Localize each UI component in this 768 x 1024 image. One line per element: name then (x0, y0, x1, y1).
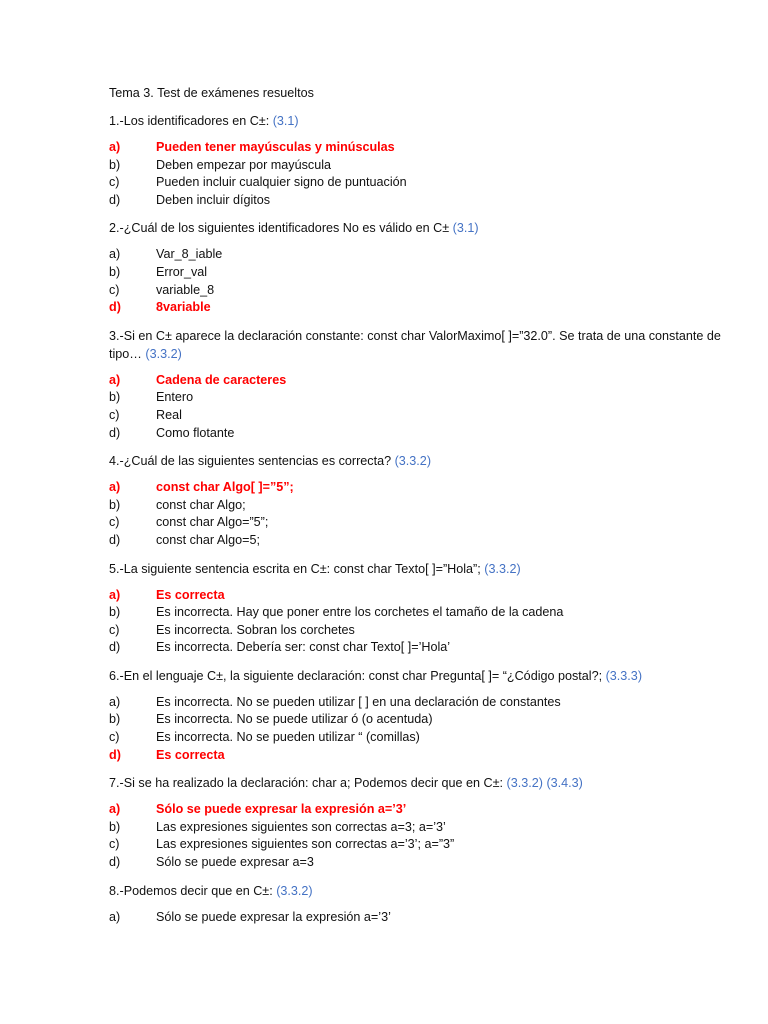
option-text: Sólo se puede expresar a=3 (156, 855, 314, 870)
question-statement: 8.-Podemos decir que en C±: (109, 883, 273, 898)
section-reference: (3.1) (452, 221, 479, 236)
answer-options (109, 587, 729, 657)
correct-answer-option (109, 801, 729, 819)
option-letter: a) (109, 909, 121, 924)
option-text: Las expresiones siguientes son correctas a=’3’; a=”3” (156, 837, 455, 852)
option-text: Es correcta (156, 747, 225, 762)
document-page (109, 84, 729, 936)
section-reference: (3.3.3) (605, 668, 643, 683)
option-letter: d) (109, 425, 121, 440)
question-3 (109, 327, 729, 442)
option-letter: a) (109, 694, 121, 709)
section-reference: (3.3.2) (3.4.3) (506, 776, 583, 791)
option-text: Es incorrecta. No se pueden utilizar [ ] en una declaración de constantes (156, 694, 561, 709)
option-text: Real (156, 407, 182, 422)
option-letter: b) (109, 390, 121, 405)
option-letter: c) (109, 175, 120, 190)
option-text: Deben empezar por mayúscula (156, 157, 332, 172)
answer-option (109, 854, 729, 872)
question-7 (109, 774, 729, 871)
question-4 (109, 452, 729, 549)
option-letter: a) (109, 587, 121, 602)
question-text (109, 327, 729, 363)
question-text (109, 112, 729, 130)
answer-option (109, 497, 729, 515)
answer-option (109, 909, 729, 927)
option-text: const char Algo=5; (156, 532, 260, 547)
correct-answer-option (109, 479, 729, 497)
option-letter: d) (109, 532, 121, 547)
option-letter: d) (109, 747, 121, 762)
question-text (109, 219, 729, 237)
option-letter: c) (109, 282, 120, 297)
section-reference: (3.1) (272, 114, 299, 128)
option-text: 8variable (156, 300, 211, 315)
answer-options (109, 909, 729, 927)
option-text: Es incorrecta. No se puede utilizar ó (o acentuda) (156, 712, 433, 727)
answer-option (109, 282, 729, 300)
answer-option (109, 407, 729, 425)
question-text (109, 452, 729, 470)
option-letter: c) (109, 837, 120, 852)
option-text: const char Algo; (156, 497, 246, 512)
option-text: variable_8 (156, 282, 215, 297)
option-text: Las expresiones siguientes son correctas a=3; a=’3’ (156, 819, 446, 834)
question-text (109, 774, 729, 792)
correct-answer-option (109, 299, 729, 317)
question-5 (109, 560, 729, 657)
option-letter: a) (109, 480, 121, 495)
answer-options (109, 801, 729, 871)
option-letter: d) (109, 300, 121, 315)
answer-options (109, 479, 729, 549)
option-text: Es correcta (156, 587, 225, 602)
question-6 (109, 667, 729, 764)
question-statement: 4.-¿Cuál de las siguientes sentencias es correcta? (109, 454, 392, 469)
option-letter: b) (109, 819, 121, 834)
answer-option (109, 819, 729, 837)
option-letter: a) (109, 140, 121, 154)
option-text: Sólo se puede expresar la expresión a=’3’ (156, 909, 391, 924)
question-statement: 2.-¿Cuál de los siguientes identificadores No es válido en C± (109, 221, 450, 236)
option-letter: d) (109, 855, 121, 870)
answer-options (109, 246, 729, 316)
answer-option (109, 639, 729, 657)
answer-options (109, 694, 729, 764)
option-text: Como flotante (156, 425, 235, 440)
question-text (109, 882, 729, 900)
answer-option (109, 246, 729, 264)
option-text: Cadena de caracteres (156, 372, 287, 387)
option-letter: c) (109, 622, 120, 637)
option-text: Es incorrecta. Debería ser: const char Texto[ ]=’Hola’ (156, 640, 451, 655)
option-text: const char Algo[ ]=”5”; (156, 480, 294, 495)
option-text: Var_8_iable (156, 247, 223, 262)
section-reference: (3.3.2) (394, 454, 432, 469)
option-letter: b) (109, 264, 121, 279)
option-text: Pueden incluir cualquier signo de puntuación (156, 175, 407, 190)
question-statement: 5.-La siguiente sentencia escrita en C±: const char Texto[ ]=”Hola”; (109, 561, 481, 576)
option-letter: a) (109, 802, 121, 817)
answer-option (109, 425, 729, 443)
answer-option (109, 264, 729, 282)
option-letter: b) (109, 712, 121, 727)
correct-answer-option (109, 139, 729, 157)
correct-answer-option (109, 372, 729, 390)
option-text: Sólo se puede expresar la expresión a=’3’ (156, 802, 407, 817)
option-letter: c) (109, 515, 120, 530)
correct-answer-option (109, 747, 729, 765)
option-letter: b) (109, 157, 121, 172)
answer-option (109, 604, 729, 622)
answer-option (109, 192, 729, 210)
answer-option (109, 622, 729, 640)
question-statement: 1.-Los identificadores en C±: (109, 114, 270, 128)
page-title: Tema 3. Test de exámenes resueltos (109, 86, 314, 100)
answer-option (109, 174, 729, 192)
question-2 (109, 219, 729, 316)
answer-option (109, 157, 729, 175)
section-reference: (3.3.2) (276, 883, 313, 898)
option-text: Pueden tener mayúsculas y minúsculas (156, 140, 395, 154)
option-text: Es incorrecta. No se pueden utilizar “ (comillas) (156, 730, 420, 745)
option-text: const char Algo=”5”; (156, 515, 269, 530)
question-list (109, 112, 729, 926)
correct-answer-option (109, 587, 729, 605)
option-letter: a) (109, 372, 121, 387)
answer-option (109, 389, 729, 407)
answer-option (109, 694, 729, 712)
question-text (109, 560, 729, 578)
question-8 (109, 882, 729, 927)
answer-option (109, 532, 729, 550)
question-text (109, 667, 729, 685)
answer-option (109, 514, 729, 532)
option-text: Entero (156, 390, 194, 405)
question-statement: 7.-Si se ha realizado la declaración: char a; Podemos decir que en C±: (109, 776, 504, 791)
option-letter: c) (109, 407, 120, 422)
question-1 (109, 112, 729, 209)
option-letter: d) (109, 192, 121, 207)
option-letter: b) (109, 497, 121, 512)
option-letter: b) (109, 605, 121, 620)
option-letter: a) (109, 247, 121, 262)
section-reference: (3.3.2) (145, 346, 182, 361)
option-text: Es incorrecta. Hay que poner entre los corchetes el tamaño de la cadena (156, 605, 564, 620)
option-text: Deben incluir dígitos (156, 192, 271, 207)
question-statement: 6.-En el lenguaje C±, la siguiente declaración: const char Pregunta[ ]= “¿Código postal?; (109, 668, 603, 683)
answer-option (109, 836, 729, 854)
answer-options (109, 372, 729, 442)
option-letter: d) (109, 640, 121, 655)
option-letter: c) (109, 730, 120, 745)
option-text: Es incorrecta. Sobran los corchetes (156, 622, 355, 637)
answer-option (109, 729, 729, 747)
question-statement: 3.-Si en C± aparece la declaración constante: const char ValorMaximo[ ]=”32.0”. Se trata de una constante de tipo… (109, 328, 721, 361)
option-text: Error_val (156, 264, 208, 279)
answer-option (109, 711, 729, 729)
section-reference: (3.3.2) (484, 561, 521, 576)
answer-options (109, 139, 729, 209)
